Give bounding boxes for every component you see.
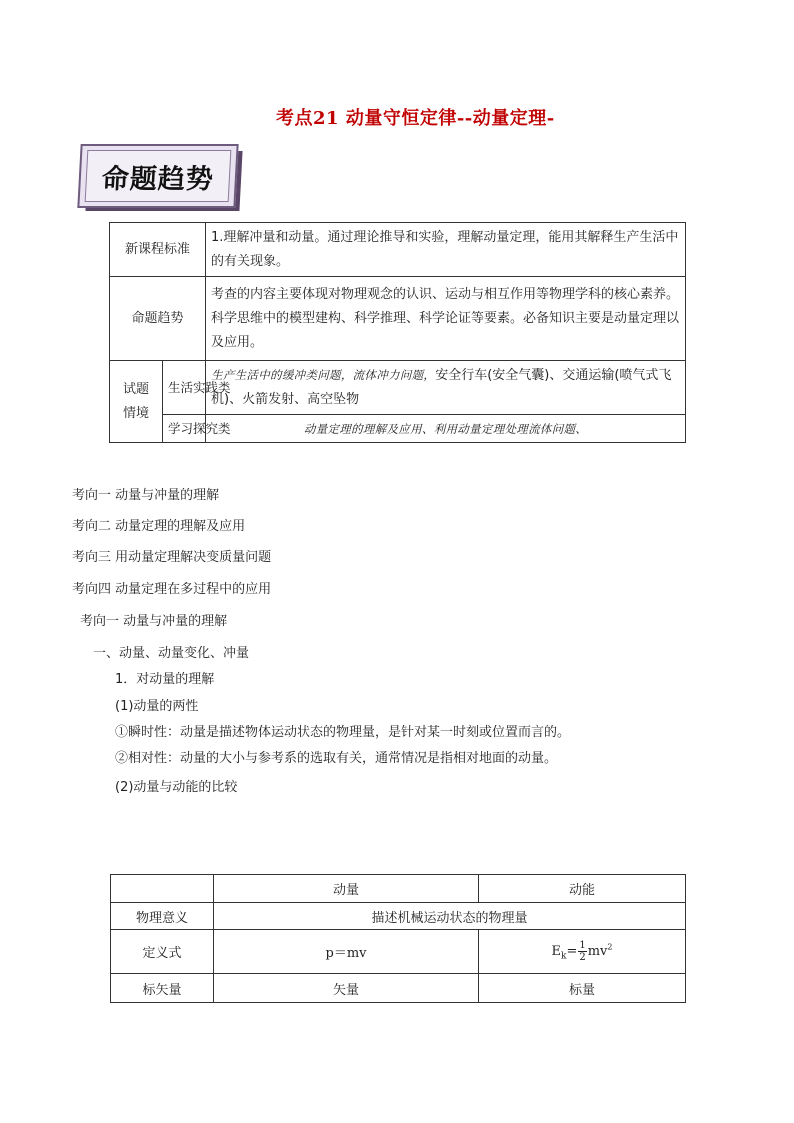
subpoint-heading: (1)动量的两性 <box>115 699 199 714</box>
ke-square: 2 <box>607 942 613 952</box>
formula-momentum: p＝mv <box>214 930 479 974</box>
banner-face <box>77 144 238 208</box>
direction-1: 考向一 动量与冲量的理解 <box>72 488 220 503</box>
compare-header-momentum: 动量 <box>214 875 479 903</box>
content-life-practice-hand: 生产生活中的缓冲类问题，流体冲力问题， <box>211 368 436 382</box>
content-trend: 考查的内容主要体现对物理观念的认识、运动与相互作用等物理学科的核心素养。科学思维中的模型建构、科学推理、科学论证等要素。必备知识主要是动量定理以及应用。 <box>206 277 686 361</box>
label-study-explore: 学习探究类 <box>163 415 206 443</box>
subsection-heading: 一、动量、动量变化、冲量 <box>93 646 250 661</box>
compare-header-kinetic: 动能 <box>479 875 686 903</box>
ke-subscript: k <box>560 951 567 962</box>
label-trend: 命题趋势 <box>110 277 206 361</box>
body-instantaneous: ①瞬时性：动量是描述物体运动状态的物理量，是针对某一时刻或位置而言的。 <box>115 725 571 740</box>
point-heading: 1．对动量的理解 <box>115 672 215 687</box>
ke-symbol: E <box>551 944 561 959</box>
content-life-practice <box>206 361 686 415</box>
banner-inner <box>85 150 232 202</box>
label-meaning: 物理意义 <box>111 903 214 930</box>
ke-numerator: 1 <box>579 940 586 951</box>
label-scenario <box>110 361 163 443</box>
value-kinetic-scalar: 标量 <box>479 974 686 1003</box>
value-meaning: 描述机械运动状态的物理量 <box>214 903 686 930</box>
ke-fraction <box>578 940 586 963</box>
trend-banner <box>75 141 245 215</box>
subpoint-compare: (2)动量与动能的比较 <box>115 780 238 795</box>
section-heading: 考向一 动量与冲量的理解 <box>80 614 228 629</box>
banner-label: 命题趋势 <box>101 163 215 195</box>
label-curriculum: 新课程标准 <box>110 223 206 277</box>
page-title: 考点21 动量守恒定律--动量定理- <box>276 108 555 129</box>
direction-4: 考向四 动量定理在多过程中的应用 <box>72 582 272 597</box>
ke-equals: = <box>566 944 578 959</box>
body-relative: ②相对性：动量的大小与参考系的选取有关，通常情况是指相对地面的动量。 <box>115 751 558 766</box>
label-definition: 定义式 <box>111 930 214 974</box>
ke-denominator: 2 <box>579 952 586 963</box>
label-vector-type: 标矢量 <box>111 974 214 1003</box>
direction-3: 考向三 用动量定理解决变质量问题 <box>72 550 272 565</box>
content-curriculum: 1.理解冲量和动量。通过理论推导和实验，理解动量定理，能用其解释生产生活中的有关现象。 <box>206 223 686 277</box>
content-life-practice-print: 安全行车(安全气囊)、交通运输(喷气式飞机)、火箭发射、高空坠物 <box>211 368 672 407</box>
compare-table <box>110 874 686 1003</box>
ke-mv: mv <box>587 944 608 959</box>
formula-kinetic <box>479 930 686 974</box>
direction-2: 考向二 动量定理的理解及应用 <box>72 519 246 534</box>
value-momentum-vector: 矢量 <box>214 974 479 1003</box>
compare-header-blank <box>111 875 214 903</box>
content-study-explore: 动量定理的理解及应用、利用动量定理处理流体问题、 <box>206 415 686 443</box>
trend-table <box>109 222 686 443</box>
label-scenario-text: 试题 情境 <box>122 381 149 421</box>
label-life-practice: 生活实践类 <box>163 361 206 415</box>
